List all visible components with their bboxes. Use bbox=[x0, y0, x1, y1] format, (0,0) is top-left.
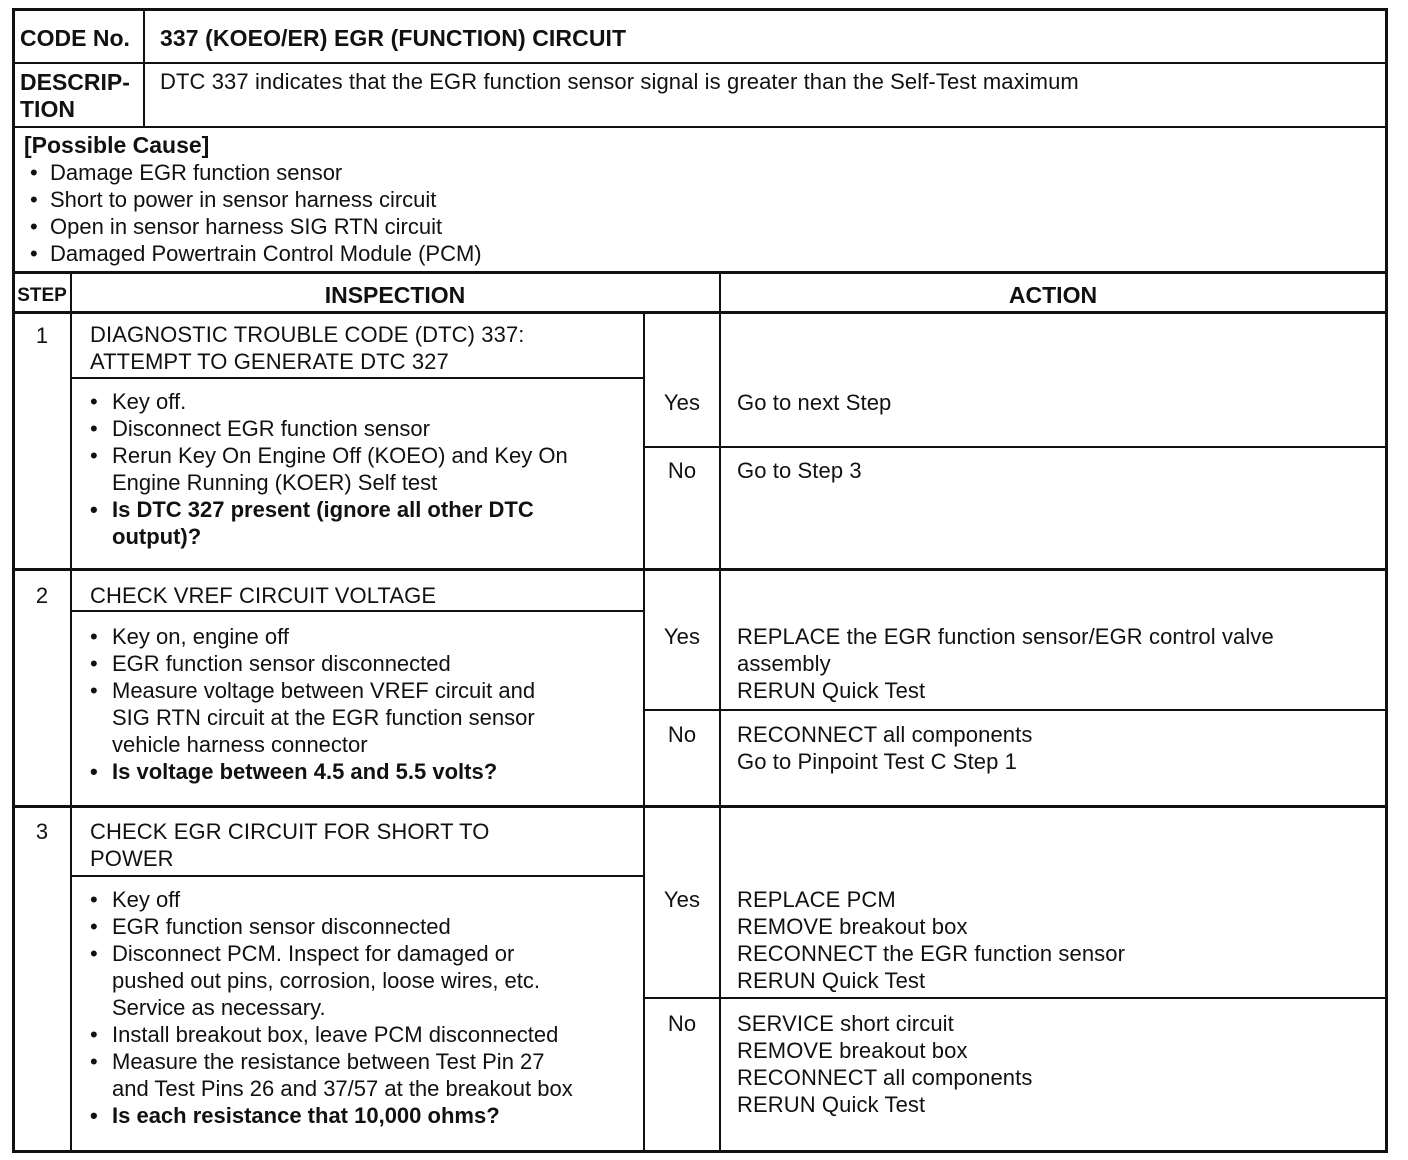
step-2-no-label: No bbox=[667, 722, 697, 747]
step-2-bullet-continuation: SIG RTN circuit at the EGR function sensor bbox=[112, 705, 535, 730]
step-3-bullet: • Key off bbox=[74, 886, 573, 913]
description-text: DTC 337 indicates that the EGR function sensor signal is greater than the Self-Test maximum bbox=[160, 69, 1079, 94]
step-2-question: • Is voltage between 4.5 and 5.5 volts? bbox=[74, 758, 535, 785]
possible-cause-item: • Open in sensor harness SIG RTN circuit bbox=[24, 213, 482, 240]
border-bottom bbox=[12, 1150, 1388, 1153]
step-3-bullet-continuation: pushed out pins, corrosion, loose wires, etc. bbox=[112, 968, 541, 993]
border-right bbox=[1385, 8, 1388, 1153]
possible-cause-title: [Possible Cause] bbox=[24, 132, 210, 158]
divider-step-2-3 bbox=[12, 805, 1388, 808]
divider-inspection-action-col bbox=[719, 273, 721, 1153]
step-3-bullet: • Install breakout box, leave PCM disconnected bbox=[74, 1021, 573, 1048]
step-3-bullet-continuation: Service as necessary. bbox=[112, 995, 326, 1020]
step-1-title: DIAGNOSTIC TROUBLE CODE (DTC) 337: ATTEMPT TO GENERATE DTC 327 bbox=[90, 322, 525, 374]
step-3-bullet-continuation: and Test Pins 26 and 37/57 at the breakout box bbox=[112, 1076, 573, 1101]
step-2-title-underline bbox=[70, 610, 645, 612]
divider-code-row bbox=[12, 62, 1388, 64]
step-1-question: • Is DTC 327 present (ignore all other DTC bbox=[74, 496, 568, 523]
possible-cause-item: • Damage EGR function sensor bbox=[24, 159, 482, 186]
step-3-bullet: • Measure the resistance between Test Pin 27 bbox=[74, 1048, 573, 1075]
step-1-inspection-list bbox=[74, 388, 568, 550]
column-header-action: ACTION bbox=[1008, 282, 1098, 308]
step-3-bullet: • EGR function sensor disconnected bbox=[74, 913, 573, 940]
step-1-no-label: No bbox=[667, 458, 697, 483]
step-3-title-underline bbox=[70, 875, 645, 877]
step-2-yes-action: REPLACE the EGR function sensor/EGR control valve assembly RERUN Quick Test bbox=[737, 624, 1274, 703]
step-1-yes-no-divider bbox=[643, 446, 1388, 448]
step-1-yes-action: Go to next Step bbox=[737, 390, 892, 415]
code-value: 337 (KOEO/ER) EGR (FUNCTION) CIRCUIT bbox=[160, 25, 627, 51]
step-1-no-action: Go to Step 3 bbox=[737, 458, 862, 483]
step-2-yes-label: Yes bbox=[663, 624, 701, 649]
border-left bbox=[12, 8, 15, 1153]
column-header-step: STEP bbox=[17, 285, 67, 306]
step-2-bullet-continuation: vehicle harness connector bbox=[112, 732, 368, 757]
step-1-number: 1 bbox=[35, 323, 49, 348]
step-2-title: CHECK VREF CIRCUIT VOLTAGE bbox=[90, 583, 437, 608]
step-1-title-underline bbox=[70, 377, 645, 379]
divider-causes-row bbox=[12, 271, 1388, 274]
step-3-yes-no-divider bbox=[643, 997, 1388, 999]
step-2-no-action: RECONNECT all components Go to Pinpoint Test C Step 1 bbox=[737, 722, 1033, 774]
border-top bbox=[12, 8, 1388, 11]
step-1-bullet: • Disconnect EGR function sensor bbox=[74, 415, 568, 442]
step-1-question-continuation: output)? bbox=[112, 524, 202, 549]
divider-step-col bbox=[70, 273, 72, 1153]
possible-cause-list bbox=[24, 159, 482, 267]
description-label-line-1: DESCRIP- bbox=[20, 69, 130, 95]
divider-step-1-2 bbox=[12, 568, 1388, 571]
step-1-bullet-continuation: Engine Running (KOER) Self test bbox=[112, 470, 438, 495]
step-2-bullet: • Key on, engine off bbox=[74, 623, 535, 650]
step-3-no-label: No bbox=[667, 1011, 697, 1036]
possible-cause-item: • Damaged Powertrain Control Module (PCM) bbox=[24, 240, 482, 267]
step-3-bullet: • Disconnect PCM. Inspect for damaged or bbox=[74, 940, 573, 967]
step-2-yes-no-divider bbox=[643, 709, 1388, 711]
step-3-inspection-list bbox=[74, 886, 573, 1129]
step-3-question: • Is each resistance that 10,000 ohms? bbox=[74, 1102, 573, 1129]
step-3-number: 3 bbox=[35, 819, 49, 844]
divider-desc-row bbox=[12, 126, 1388, 128]
possible-cause-item: • Short to power in sensor harness circuit bbox=[24, 186, 482, 213]
step-3-yes-action: REPLACE PCM REMOVE breakout box RECONNECT the EGR function sensor RERUN Quick Test bbox=[737, 887, 1126, 993]
step-2-bullet: • Measure voltage between VREF circuit and bbox=[74, 677, 535, 704]
step-3-yes-label: Yes bbox=[663, 887, 701, 912]
step-3-no-action: SERVICE short circuit REMOVE breakout box RECONNECT all components RERUN Quick Test bbox=[737, 1011, 1033, 1117]
code-label: CODE No. bbox=[20, 25, 130, 51]
divider-columns-row bbox=[12, 311, 1388, 314]
step-2-inspection-list bbox=[74, 623, 535, 785]
divider-header-label-col bbox=[143, 8, 145, 128]
step-1-yes-label: Yes bbox=[663, 390, 701, 415]
step-1-bullet: • Key off. bbox=[74, 388, 568, 415]
step-2-number: 2 bbox=[35, 583, 49, 608]
step-2-bullet: • EGR function sensor disconnected bbox=[74, 650, 535, 677]
step-3-title: CHECK EGR CIRCUIT FOR SHORT TO POWER bbox=[90, 819, 490, 871]
column-header-inspection: INSPECTION bbox=[324, 282, 466, 308]
step-1-bullet: • Rerun Key On Engine Off (KOEO) and Key On bbox=[74, 442, 568, 469]
description-label-line-2: TION bbox=[20, 96, 75, 122]
